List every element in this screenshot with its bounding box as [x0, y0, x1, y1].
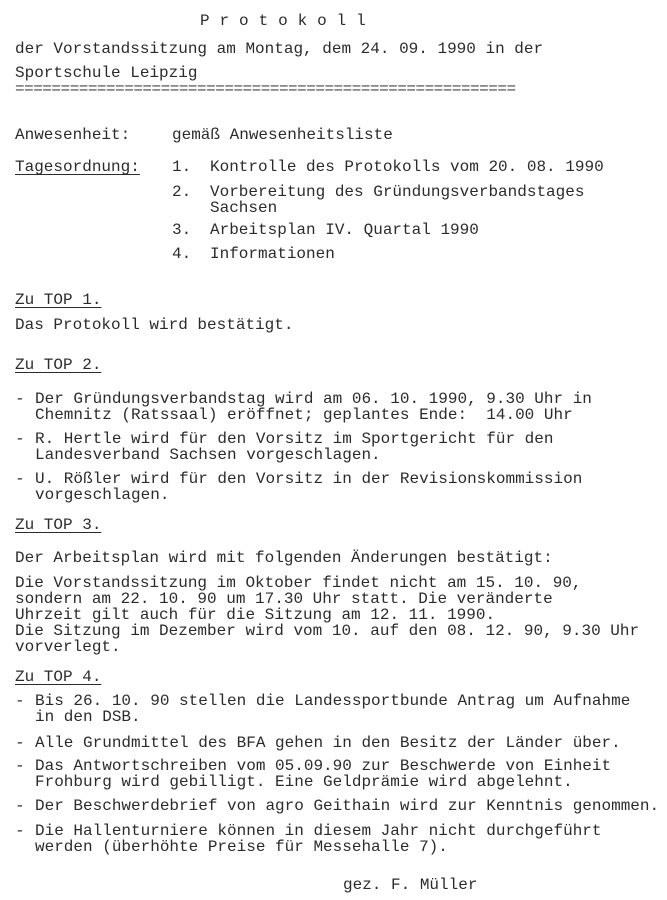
top4-bullet-1-text-cont: in den DSB.	[35, 708, 141, 726]
separator-line: =======================================================	[15, 80, 516, 98]
top4-heading: Zu TOP 4.	[15, 668, 102, 686]
top4-bullet-1-text: Bis 26. 10. 90 stellen die Landessportbunde Antrag um Aufnahme	[35, 692, 631, 710]
top2-bullet-3-text: U. Rößler wird für den Vorsitz in der Revisionskommission	[35, 470, 583, 488]
agenda-item-2-number: 2.	[172, 183, 192, 201]
top3-line-5: vorverlegt.	[15, 638, 121, 656]
top2-bullet-1-text: Der Gründungsverbandstag wird am 06. 10. 1990, 9.30 Uhr in	[35, 390, 592, 408]
top4-bullet-3-dash: -	[15, 757, 25, 775]
document-subtitle-line2: Sportschule Leipzig	[15, 64, 198, 82]
agenda-item-1-number: 1.	[172, 158, 192, 176]
attendance-label: Anwesenheit:	[15, 126, 131, 144]
signature: gez. F. Müller	[343, 876, 478, 894]
top2-bullet-1-dash: -	[15, 390, 25, 408]
top4-bullet-3-text-cont: Frohburg wird gebilligt. Eine Geldprämie wird abgelehnt.	[35, 773, 573, 791]
top2-bullet-3-dash: -	[15, 470, 25, 488]
top2-heading: Zu TOP 2.	[15, 356, 102, 374]
top3-heading: Zu TOP 3.	[15, 516, 102, 534]
agenda-item-2-text: Vorbereitung des Gründungsverbandstages	[210, 183, 585, 201]
top4-bullet-5-dash: -	[15, 822, 25, 840]
agenda-item-1-text: Kontrolle des Protokolls vom 20. 08. 1990	[210, 158, 604, 176]
agenda-item-4-number: 4.	[172, 245, 192, 263]
top3-line-3: Uhrzeit gilt auch für die Sitzung am 12. 11. 1990.	[15, 606, 496, 624]
top4-bullet-5-text-cont: werden (überhöhte Preise für Messehalle 7).	[35, 838, 448, 856]
top4-bullet-5-text: Die Hallenturniere können in diesem Jahr nicht durchgeführt	[35, 822, 602, 840]
document-title: Protokoll	[200, 12, 376, 30]
top4-bullet-4-text: Der Beschwerdebrief von agro Geithain wird zur Kenntnis genommen.	[35, 797, 660, 815]
top4-bullet-1-dash: -	[15, 692, 25, 710]
top3-intro: Der Arbeitsplan wird mit folgenden Änderungen bestätigt:	[15, 549, 553, 567]
top3-line-1: Die Vorstandssitzung im Oktober findet nicht am 15. 10. 90,	[15, 574, 582, 592]
attendance-value: gemäß Anwesenheitsliste	[172, 126, 393, 144]
agenda-item-3-number: 3.	[172, 221, 192, 239]
top2-bullet-1-text-cont: Chemnitz (Ratssaal) eröffnet; geplantes Ende: 14.00 Uhr	[35, 406, 573, 424]
top2-bullet-2-text-cont: Landesverband Sachsen vorgeschlagen.	[35, 446, 381, 464]
top2-bullet-2-text: R. Hertle wird für den Vorsitz im Sportgericht für den	[35, 430, 554, 448]
top4-bullet-4-dash: -	[15, 797, 25, 815]
top3-line-2: sondern am 22. 10. 90 um 17.30 Uhr statt. Die veränderte	[15, 590, 553, 608]
top4-bullet-2-text: Alle Grundmittel des BFA gehen in den Besitz der Länder über.	[35, 734, 621, 752]
agenda-item-2-text-cont: Sachsen	[210, 199, 278, 217]
document-subtitle-line1: der Vorstandssitzung am Montag, dem 24. 09. 1990 in der	[15, 40, 544, 58]
top2-bullet-2-dash: -	[15, 430, 25, 448]
top3-line-4: Die Sitzung im Dezember wird vom 10. auf den 08. 12. 90, 9.30 Uhr	[15, 622, 640, 640]
top4-bullet-2-dash: -	[15, 734, 25, 752]
top1-heading: Zu TOP 1.	[15, 291, 102, 309]
agenda-item-4-text: Informationen	[210, 245, 335, 263]
top2-bullet-3-text-cont: vorgeschlagen.	[35, 486, 170, 504]
top4-bullet-3-text: Das Antwortschreiben vom 05.09.90 zur Beschwerde von Einheit	[35, 757, 612, 775]
top1-text: Das Protokoll wird bestätigt.	[15, 316, 294, 334]
agenda-item-3-text: Arbeitsplan IV. Quartal 1990	[210, 221, 479, 239]
agenda-label: Tagesordnung:	[15, 158, 140, 176]
